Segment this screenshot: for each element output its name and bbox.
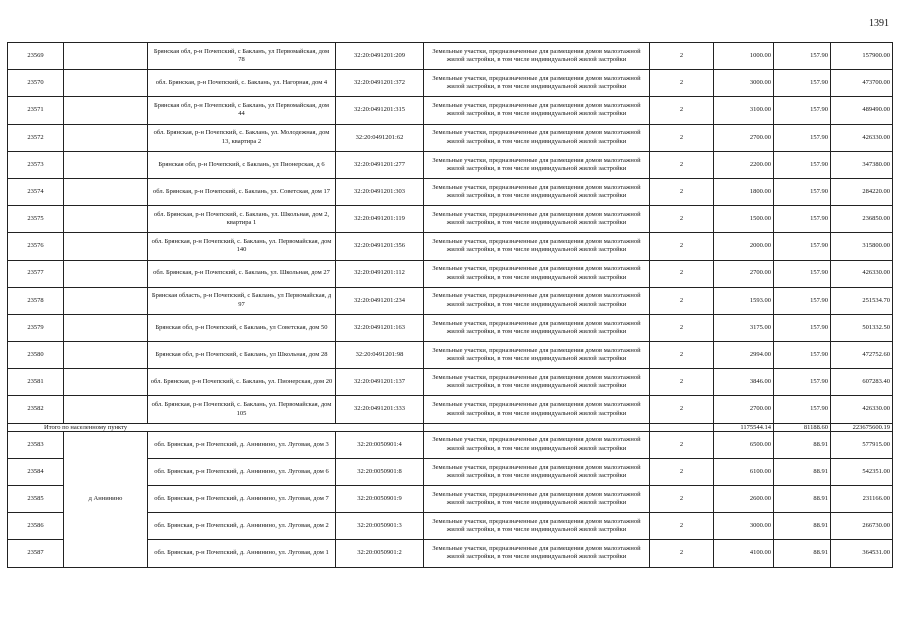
row-cadastral-number: 32:20:0491201:333: [336, 396, 424, 423]
table-row: [8, 43, 893, 70]
locality-cell: [64, 206, 148, 233]
row-rate: 157.90: [774, 396, 831, 423]
row-id: 23583: [8, 431, 64, 458]
row-value: 236850.00: [831, 206, 893, 233]
row-id: 23585: [8, 486, 64, 513]
row-land-use: Земельные участки, предназначенные для размещения домов малоэтажной жилой застройки, в том числе индивидуальной жилой застройки: [424, 70, 650, 97]
row-category: 2: [650, 540, 714, 567]
row-address: обл. Брянская, р-н Почепский, с. Баклань, ул. Школьная, дом 27: [148, 260, 336, 287]
row-category: 2: [650, 486, 714, 513]
row-id: 23575: [8, 206, 64, 233]
table-row: [8, 178, 893, 205]
row-area: 4100.00: [714, 540, 774, 567]
row-land-use: Земельные участки, предназначенные для размещения домов малоэтажной жилой застройки, в том числе индивидуальной жилой застройки: [424, 151, 650, 178]
row-address: обл. Брянская, р-н Почепский, с. Баклань, ул. Пионерская, дом 20: [148, 369, 336, 396]
row-value: 251534.70: [831, 287, 893, 314]
row-value: 473700.00: [831, 70, 893, 97]
table-row: [8, 151, 893, 178]
row-rate: 157.90: [774, 342, 831, 369]
row-land-use: Земельные участки, предназначенные для размещения домов малоэтажной жилой застройки, в том числе индивидуальной жилой застройки: [424, 458, 650, 485]
row-category: 2: [650, 260, 714, 287]
table-row: [8, 233, 893, 260]
row-value: 231166.00: [831, 486, 893, 513]
table-row: [8, 97, 893, 124]
row-cadastral-number: 32:20:0491201:372: [336, 70, 424, 97]
row-land-use: Земельные участки, предназначенные для размещения домов малоэтажной жилой застройки, в том числе индивидуальной жилой застройки: [424, 97, 650, 124]
table-row: [8, 314, 893, 341]
row-id: 23576: [8, 233, 64, 260]
row-category: 2: [650, 43, 714, 70]
locality-cell: [64, 233, 148, 260]
row-area: 2200.00: [714, 151, 774, 178]
row-cadastral-number: 32:20:0050901:8: [336, 458, 424, 485]
total-label: Итого по населенному пункту: [8, 423, 424, 431]
row-address: обл. Брянская, р-н Почепский, с. Баклань, ул. Школьная, дом 2, квартира 1: [148, 206, 336, 233]
total-category-cell: [650, 423, 714, 431]
row-address: обл. Брянская, р-н Почепский, с. Баклань, ул. Советская, дом 17: [148, 178, 336, 205]
row-land-use: Земельные участки, предназначенные для размещения домов малоэтажной жилой застройки, в том числе индивидуальной жилой застройки: [424, 369, 650, 396]
row-rate: 157.90: [774, 287, 831, 314]
row-rate: 157.90: [774, 314, 831, 341]
row-id: 23571: [8, 97, 64, 124]
page-number: 1391: [869, 18, 889, 29]
row-address: Брянская обл, р-н Почепский, с Бакланъ, ул Первомайская, дом 78: [148, 43, 336, 70]
row-area: 2600.00: [714, 486, 774, 513]
row-land-use: Земельные участки, предназначенные для размещения домов малоэтажной жилой застройки, в том числе индивидуальной жилой застройки: [424, 287, 650, 314]
row-area: 2700.00: [714, 124, 774, 151]
table-row: [8, 396, 893, 423]
row-address: обл. Брянская, р-н Почепский, д. Аннинино, ул. Луговая, дом 1: [148, 540, 336, 567]
row-value: 542351.00: [831, 458, 893, 485]
row-area: 2000.00: [714, 233, 774, 260]
table-row: [8, 70, 893, 97]
row-id: 23573: [8, 151, 64, 178]
locality-cell: д Аннинино: [64, 431, 148, 567]
row-address: обл. Брянская, р-н Почепский, с. Баклань, ул. Нагорная, дом 4: [148, 70, 336, 97]
row-rate: 157.90: [774, 178, 831, 205]
row-id: 23577: [8, 260, 64, 287]
row-cadastral-number: 32:20:0050901:4: [336, 431, 424, 458]
row-category: 2: [650, 342, 714, 369]
row-address: Брянская обл, р-н Почепский, с Баклань, ул Пионерская, д 6: [148, 151, 336, 178]
row-category: 2: [650, 206, 714, 233]
row-category: 2: [650, 396, 714, 423]
row-address: обл. Брянская, р-н Почепский, д. Аннинино, ул. Луговая, дом 6: [148, 458, 336, 485]
row-value: 426330.00: [831, 260, 893, 287]
row-category: 2: [650, 287, 714, 314]
row-cadastral-number: 32:20:0491201:277: [336, 151, 424, 178]
row-value: 315800.00: [831, 233, 893, 260]
row-id: 23587: [8, 540, 64, 567]
row-category: 2: [650, 70, 714, 97]
row-address: Брянская обл, р-н Почепский, с Баклань, ул Школьная, дом 28: [148, 342, 336, 369]
row-rate: 157.90: [774, 43, 831, 70]
row-address: обл. Брянская, р-н Почепский, с. Баклань, ул. Молодежная, дом 13, квартира 2: [148, 124, 336, 151]
row-address: Брянская область, р-н Почепский, с Баклань, ул Первомайская, д 97: [148, 287, 336, 314]
row-land-use: Земельные участки, предназначенные для размещения домов малоэтажной жилой застройки, в том числе индивидуальной жилой застройки: [424, 43, 650, 70]
row-land-use: Земельные участки, предназначенные для размещения домов малоэтажной жилой застройки, в том числе индивидуальной жилой застройки: [424, 233, 650, 260]
row-area: 6500.00: [714, 431, 774, 458]
total-row: [8, 423, 893, 431]
row-land-use: Земельные участки, предназначенные для размещения домов малоэтажной жилой застройки, в том числе индивидуальной жилой застройки: [424, 431, 650, 458]
total-value: 223675600.19: [831, 423, 893, 431]
row-land-use: Земельные участки, предназначенные для размещения домов малоэтажной жилой застройки, в том числе индивидуальной жилой застройки: [424, 486, 650, 513]
locality-cell: [64, 287, 148, 314]
row-land-use: Земельные участки, предназначенные для размещения домов малоэтажной жилой застройки, в том числе индивидуальной жилой застройки: [424, 206, 650, 233]
row-value: 364531.00: [831, 540, 893, 567]
row-address: обл. Брянская, р-н Почепский, д. Аннинино, ул. Луговая, дом 3: [148, 431, 336, 458]
row-land-use: Земельные участки, предназначенные для размещения домов малоэтажной жилой застройки, в том числе индивидуальной жилой застройки: [424, 342, 650, 369]
row-category: 2: [650, 431, 714, 458]
row-value: 607283.40: [831, 369, 893, 396]
row-rate: 157.90: [774, 206, 831, 233]
row-cadastral-number: 32:20:0050901:9: [336, 486, 424, 513]
row-value: 426330.00: [831, 124, 893, 151]
locality-cell: [64, 151, 148, 178]
row-category: 2: [650, 151, 714, 178]
locality-cell: [64, 260, 148, 287]
row-value: 577915.00: [831, 431, 893, 458]
row-category: 2: [650, 369, 714, 396]
row-cadastral-number: 32:20:0491201:62: [336, 124, 424, 151]
row-area: 3846.00: [714, 369, 774, 396]
row-area: 1500.00: [714, 206, 774, 233]
table-row: [8, 260, 893, 287]
row-area: 2994.00: [714, 342, 774, 369]
row-value: 489490.00: [831, 97, 893, 124]
row-id: 23582: [8, 396, 64, 423]
row-cadastral-number: 32:20:0050901:3: [336, 513, 424, 540]
row-land-use: Земельные участки, предназначенные для размещения домов малоэтажной жилой застройки, в том числе индивидуальной жилой застройки: [424, 178, 650, 205]
row-cadastral-number: 32:20:0491201:315: [336, 97, 424, 124]
row-category: 2: [650, 314, 714, 341]
row-category: 2: [650, 97, 714, 124]
locality-cell: [64, 396, 148, 423]
row-cadastral-number: 32:20:0491201:112: [336, 260, 424, 287]
row-address: обл. Брянская, р-н Почепский, с. Баклань, ул. Первомайская, дом 140: [148, 233, 336, 260]
row-id: 23584: [8, 458, 64, 485]
row-rate: 157.90: [774, 124, 831, 151]
row-value: 501332.50: [831, 314, 893, 341]
row-rate: 88.91: [774, 540, 831, 567]
total-desc-cell: [424, 423, 650, 431]
row-value: 266730.00: [831, 513, 893, 540]
row-category: 2: [650, 178, 714, 205]
row-id: 23574: [8, 178, 64, 205]
table-row: [8, 287, 893, 314]
locality-cell: [64, 70, 148, 97]
row-area: 3175.00: [714, 314, 774, 341]
table-body-baklan: [8, 43, 893, 424]
row-land-use: Земельные участки, предназначенные для размещения домов малоэтажной жилой застройки, в том числе индивидуальной жилой застройки: [424, 540, 650, 567]
row-value: 284220.00: [831, 178, 893, 205]
row-category: 2: [650, 458, 714, 485]
table-row: [8, 431, 893, 458]
row-cadastral-number: 32:20:0050901:2: [336, 540, 424, 567]
row-category: 2: [650, 513, 714, 540]
row-land-use: Земельные участки, предназначенные для размещения домов малоэтажной жилой застройки, в том числе индивидуальной жилой застройки: [424, 124, 650, 151]
land-registry-table: [7, 42, 893, 568]
table-total: [8, 423, 893, 431]
row-address: обл. Брянская, р-н Почепский, с. Баклань, ул. Первомайская, дом 105: [148, 396, 336, 423]
row-rate: 157.90: [774, 151, 831, 178]
row-rate: 88.91: [774, 431, 831, 458]
row-cadastral-number: 32:20:0491201:234: [336, 287, 424, 314]
table-row: [8, 342, 893, 369]
locality-cell: [64, 43, 148, 70]
table-row: [8, 124, 893, 151]
row-address: обл. Брянская, р-н Почепский, д. Аннинино, ул. Луговая, дом 2: [148, 513, 336, 540]
row-cadastral-number: 32:20:0491201:98: [336, 342, 424, 369]
row-rate: 157.90: [774, 369, 831, 396]
row-id: 23569: [8, 43, 64, 70]
row-rate: 157.90: [774, 260, 831, 287]
row-id: 23572: [8, 124, 64, 151]
row-area: 1000.00: [714, 43, 774, 70]
row-value: 347380.00: [831, 151, 893, 178]
row-address: обл. Брянская, р-н Почепский, д. Аннинино, ул. Луговая, дом 7: [148, 486, 336, 513]
row-id: 23570: [8, 70, 64, 97]
locality-cell: [64, 342, 148, 369]
row-area: 2700.00: [714, 396, 774, 423]
row-id: 23580: [8, 342, 64, 369]
row-rate: 157.90: [774, 97, 831, 124]
row-category: 2: [650, 124, 714, 151]
row-rate: 157.90: [774, 233, 831, 260]
total-rate: 81188.60: [774, 423, 831, 431]
row-rate: 157.90: [774, 70, 831, 97]
row-address: Брянская обл, р-н Почепский, с Баклань, ул Первомайская, дом 44: [148, 97, 336, 124]
table-body-anninino: [8, 431, 893, 567]
row-id: 23579: [8, 314, 64, 341]
row-land-use: Земельные участки, предназначенные для размещения домов малоэтажной жилой застройки, в том числе индивидуальной жилой застройки: [424, 396, 650, 423]
locality-cell: [64, 124, 148, 151]
locality-cell: [64, 178, 148, 205]
row-area: 3100.00: [714, 97, 774, 124]
row-cadastral-number: 32:20:0491201:303: [336, 178, 424, 205]
table-row: [8, 206, 893, 233]
total-area: 1175544.14: [714, 423, 774, 431]
row-value: 426330.00: [831, 396, 893, 423]
table-row: [8, 369, 893, 396]
row-area: 3000.00: [714, 513, 774, 540]
row-area: 1800.00: [714, 178, 774, 205]
row-rate: 88.91: [774, 513, 831, 540]
row-area: 2700.00: [714, 260, 774, 287]
row-area: 1593.00: [714, 287, 774, 314]
row-cadastral-number: 32:20:0491201:163: [336, 314, 424, 341]
locality-cell: [64, 369, 148, 396]
row-cadastral-number: 32:20:0491201:137: [336, 369, 424, 396]
row-value: 472752.60: [831, 342, 893, 369]
row-land-use: Земельные участки, предназначенные для размещения домов малоэтажной жилой застройки, в том числе индивидуальной жилой застройки: [424, 513, 650, 540]
row-value: 157900.00: [831, 43, 893, 70]
row-land-use: Земельные участки, предназначенные для размещения домов малоэтажной жилой застройки, в том числе индивидуальной жилой застройки: [424, 314, 650, 341]
locality-cell: [64, 97, 148, 124]
row-id: 23586: [8, 513, 64, 540]
row-id: 23578: [8, 287, 64, 314]
row-area: 3000.00: [714, 70, 774, 97]
locality-cell: [64, 314, 148, 341]
row-area: 6100.00: [714, 458, 774, 485]
row-rate: 88.91: [774, 486, 831, 513]
row-rate: 88.91: [774, 458, 831, 485]
row-address: Брянская обл, р-н Почепский, с Баклань, ул Советская, дом 50: [148, 314, 336, 341]
row-cadastral-number: 32:20:0491201:209: [336, 43, 424, 70]
row-id: 23581: [8, 369, 64, 396]
row-cadastral-number: 32:20:0491201:119: [336, 206, 424, 233]
row-land-use: Земельные участки, предназначенные для размещения домов малоэтажной жилой застройки, в том числе индивидуальной жилой застройки: [424, 260, 650, 287]
row-cadastral-number: 32:20:0491201:356: [336, 233, 424, 260]
row-category: 2: [650, 233, 714, 260]
